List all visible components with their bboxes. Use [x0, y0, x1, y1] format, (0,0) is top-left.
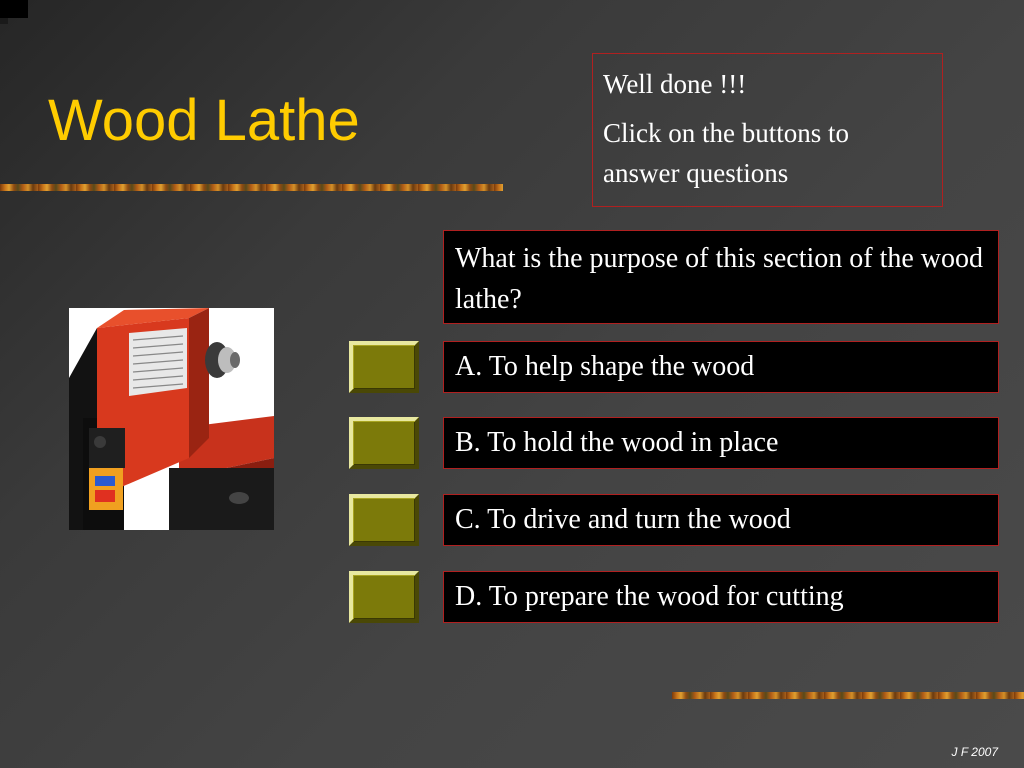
corner-mark — [0, 0, 28, 18]
decorative-stripe-bottom — [672, 692, 1024, 699]
footer-credit: J F 2007 — [951, 745, 998, 759]
answer-c: C. To drive and turn the wood — [443, 494, 999, 546]
feedback-box — [592, 53, 943, 207]
answer-b: B. To hold the wood in place — [443, 417, 999, 469]
feedback-instruction: Click on the buttons to answer questions — [603, 117, 849, 188]
question-box: What is the purpose of this section of the wood lathe? — [443, 230, 999, 324]
lathe-headstock-image — [69, 308, 274, 530]
corner-mark-small — [0, 18, 8, 24]
answer-c-button[interactable] — [349, 494, 419, 546]
decorative-stripe-top — [0, 184, 503, 191]
slide-title: Wood Lathe — [48, 88, 360, 153]
answer-d: D. To prepare the wood for cutting — [443, 571, 999, 623]
answer-b-button[interactable] — [349, 417, 419, 469]
answer-a: A. To help shape the wood — [443, 341, 999, 393]
answer-a-button[interactable] — [349, 341, 419, 393]
feedback-message: Well done !!! — [603, 69, 747, 99]
answer-d-button[interactable] — [349, 571, 419, 623]
